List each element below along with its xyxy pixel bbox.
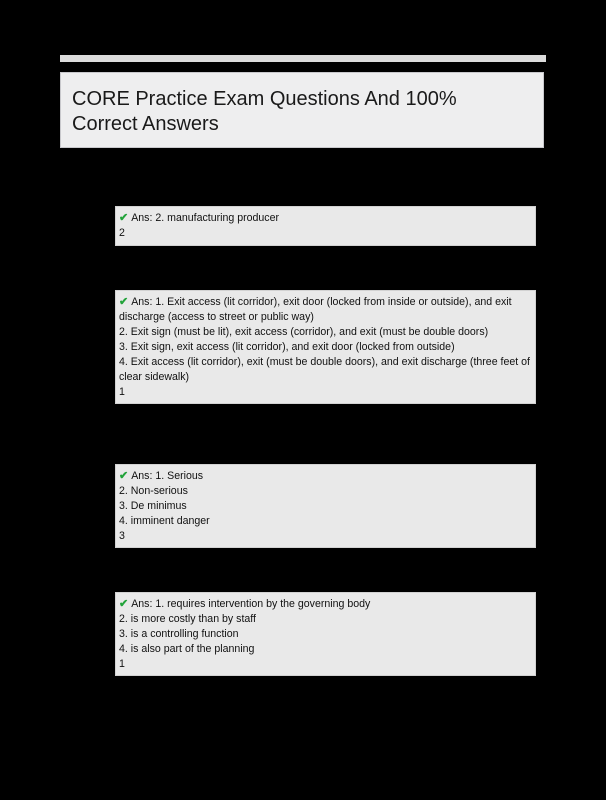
answer-option: 2. is more costly than by staff <box>119 613 256 625</box>
check-icon: ✔ <box>119 212 129 224</box>
answer-option: 4. imminent danger <box>119 515 210 527</box>
answer-text: Ans: 1. Exit access (lit corridor), exit door (locked from inside or outside), and exit discharge (access to street or public way) <box>119 296 512 323</box>
answer-text: Ans: 2. manufacturing producer <box>131 212 280 224</box>
answer-number: 1 <box>119 386 125 398</box>
answer-text: Ans: 1. requires intervention by the governing body <box>131 598 371 610</box>
check-icon: ✔ <box>119 470 129 482</box>
page-title: CORE Practice Exam Questions And 100% Correct Answers <box>72 88 457 135</box>
answer-text: Ans: 1. Serious <box>131 470 204 482</box>
answer-number: 2 <box>119 227 125 239</box>
answer-box-2 <box>115 290 536 404</box>
answer-option: 3. De minimus <box>119 500 187 512</box>
answer-number: 3 <box>119 530 125 542</box>
top-divider <box>60 55 546 62</box>
answer-option: 2. Exit sign (must be lit), exit access (corridor), and exit (must be double doors) <box>119 326 489 338</box>
title-box <box>60 72 544 148</box>
check-icon: ✔ <box>119 598 129 610</box>
check-icon: ✔ <box>119 296 129 308</box>
answer-option: 4. Exit access (lit corridor), exit (must be double doors), and exit discharge (three feet of clear sidewalk) <box>119 356 530 383</box>
answer-box-4 <box>115 592 536 676</box>
answer-option: 3. is a controlling function <box>119 628 239 640</box>
answer-box-1 <box>115 206 536 246</box>
answer-option: 4. is also part of the planning <box>119 643 255 655</box>
answer-number: 1 <box>119 658 125 670</box>
answer-box-3 <box>115 464 536 548</box>
answer-option: 2. Non-serious <box>119 485 188 497</box>
answer-option: 3. Exit sign, exit access (lit corridor), and exit door (locked from outside) <box>119 341 455 353</box>
